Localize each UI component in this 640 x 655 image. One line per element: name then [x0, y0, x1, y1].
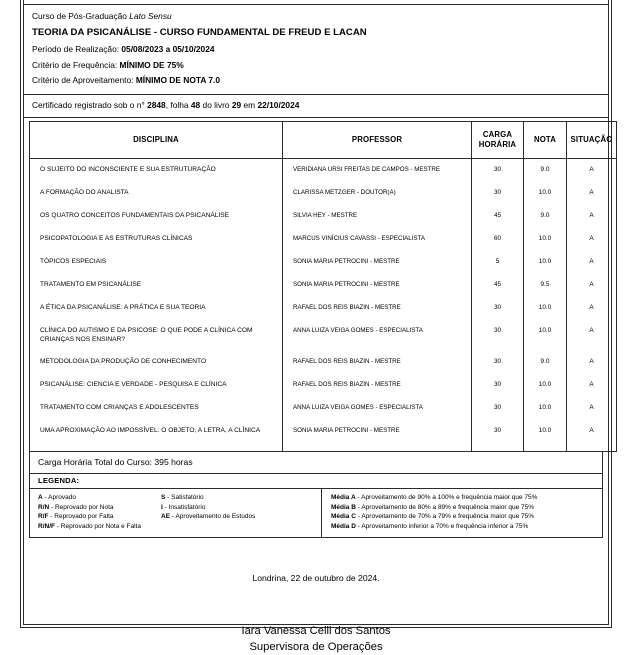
professor-cell: SONIA MARIA PETROCINI - MESTRE — [293, 427, 400, 435]
discipline-cell: TRATAMENTO EM PSICANÁLISE — [40, 281, 142, 289]
registration-sheet: 48 — [190, 99, 201, 110]
workload-cell: 60 — [493, 235, 502, 243]
legend-text: - Satisfatório — [165, 494, 204, 502]
legend-left-row — [38, 503, 313, 513]
workload-cell: 30 — [493, 358, 502, 366]
course-type-prefix: Curso de Pós-Graduação — [32, 11, 130, 21]
workload-cell: 30 — [493, 327, 502, 335]
legend-entry — [161, 493, 204, 503]
professor-cell: ANNA LUIZA VEIGA GOMES - ESPECIALISTA — [293, 327, 423, 335]
workload-cell: 45 — [493, 281, 502, 289]
discipline-column-cell — [30, 158, 283, 451]
discipline-cell: METODOLOGIA DA PRODUÇÃO DE CONHECIMENTO — [40, 358, 207, 366]
legend-entry — [38, 493, 161, 503]
discipline-cell: OS QUATRO CONCEITOS FUNDAMENTAIS DA PSICANÁLISE — [40, 212, 230, 220]
workload-cell: 30 — [493, 304, 502, 312]
legend-key: A — [38, 494, 43, 502]
discipline-cell: TÓPICOS ESPECIAIS — [40, 258, 107, 266]
course-header-block — [24, 5, 608, 95]
period-label: Período de Realização: — [32, 44, 122, 55]
status-cell: A — [589, 358, 594, 366]
discipline-cell: A FORMAÇÃO DO ANALISTA — [40, 189, 129, 197]
legend-key: Média B — [331, 503, 356, 511]
registration-part3: do livro — [200, 99, 232, 110]
total-workload-row — [29, 452, 603, 474]
grades-table-wrapper — [24, 118, 613, 452]
grades-table — [29, 121, 617, 452]
signer-name: Iara Vanessa Celli dos Santos — [241, 624, 391, 637]
legend-key: R/F — [38, 513, 49, 521]
frequency-line — [32, 58, 600, 73]
registration-book: 29 — [231, 99, 242, 110]
grade-cell: 10.0 — [538, 304, 552, 312]
professor-cell: MARCUS VINÍCIUS CAVASSI - ESPECIALISTA — [293, 235, 426, 243]
legend-text: - Aproveitamento de 80% a 89% e frequência maior que 75% — [355, 503, 535, 511]
period-value: 05/08/2023 a 05/10/2024 — [121, 44, 215, 55]
legend-entry — [38, 503, 161, 513]
legend-left-row — [38, 493, 313, 503]
registration-part2: , folha — [165, 99, 191, 110]
col-header-professor: PROFESSOR — [283, 121, 472, 158]
legend-key: Média C — [331, 513, 356, 521]
legend-columns — [30, 489, 602, 536]
legend-right-row — [331, 512, 594, 522]
col-header-grade: NOTA — [524, 121, 567, 158]
status-cell: A — [589, 189, 594, 197]
certificate-page — [20, 0, 613, 653]
grade-cell: 9.0 — [540, 212, 550, 220]
table-header-row — [30, 121, 617, 158]
professor-cell: CLARISSA METZGER - DOUTOR(A) — [293, 189, 396, 197]
status-cell: A — [589, 381, 594, 389]
professor-column-cell — [283, 158, 472, 451]
achievement-line — [32, 73, 600, 88]
legend-left-column — [30, 489, 322, 536]
grade-cell: 10.0 — [538, 327, 552, 335]
legend-text: - Reprovado por Nota — [49, 503, 114, 511]
professor-cell: RAFAEL DOS REIS BIAZIN - MESTRE — [293, 304, 401, 312]
legend-title: LEGENDA: — [30, 474, 602, 490]
discipline-cell: UMA APROXIMAÇÃO AO IMPOSSÍVEL: O OBJETO, A LETRA, A CLÍNICA — [40, 427, 261, 435]
legend-entry — [38, 512, 161, 522]
legend-key: Média D — [331, 522, 356, 530]
legend-text: - Reprovado por Nota e Falta — [54, 522, 141, 530]
registration-part4: em — [241, 99, 258, 110]
workload-list — [477, 163, 518, 447]
col-header-workload — [472, 121, 524, 158]
legend-text: - Aproveitamento de Estudos — [170, 513, 256, 521]
status-cell: A — [589, 304, 594, 312]
legend-left-row — [38, 522, 313, 532]
discipline-cell: TRATAMENTO COM CRIANÇAS E ADOLESCENTES — [40, 404, 199, 412]
certificate-page-inner-frame — [23, 0, 613, 653]
discipline-list — [35, 163, 277, 447]
grade-cell: 10.0 — [538, 427, 552, 435]
grades-table-head — [30, 121, 617, 158]
legend-text: - Aproveitamento inferior a 70% e frequência inferior a 75% — [355, 522, 529, 530]
professor-cell: SONIA MARIA PETROCINI - MESTRE — [293, 281, 400, 289]
frequency-value: MÍNIMO DE 75% — [119, 59, 184, 70]
legend-text: - Insatisfatório — [162, 503, 206, 511]
legend-right-column — [322, 489, 602, 536]
professor-cell: SONIA MARIA PETROCINI - MESTRE — [293, 258, 400, 266]
grade-list — [529, 163, 561, 447]
grade-cell: 10.0 — [538, 404, 552, 412]
course-type-line — [32, 9, 600, 24]
status-column-cell — [567, 158, 617, 451]
legend-box — [29, 474, 603, 538]
grade-column-cell — [524, 158, 567, 451]
status-cell: A — [589, 427, 594, 435]
grade-cell: 10.0 — [538, 381, 552, 389]
signature-footer — [24, 538, 608, 655]
course-title: TEORIA DA PSICANÁLISE - CURSO FUNDAMENTAL DE FREUD E LACAN — [32, 27, 367, 39]
legend-key: Média A — [331, 494, 356, 502]
workload-cell: 30 — [493, 427, 502, 435]
col-header-workload-line2: HORÁRIA — [478, 139, 517, 149]
grade-cell: 9.5 — [540, 281, 550, 289]
legend-right-row — [331, 493, 594, 503]
legend-key: R/N — [38, 503, 50, 511]
grade-cell: 9.0 — [540, 358, 550, 366]
legend-text: - Aproveitamento de 90% a 100% e frequência maior que 75% — [355, 494, 538, 502]
registration-number: 2848 — [147, 99, 166, 110]
col-header-workload-line1: CARGA — [482, 130, 513, 140]
status-cell: A — [589, 258, 594, 266]
professor-cell: RAFAEL DOS REIS BIAZIN - MESTRE — [293, 358, 401, 366]
professor-cell: RAFAEL DOS REIS BIAZIN - MESTRE — [293, 381, 401, 389]
grade-cell: 10.0 — [538, 189, 552, 197]
legend-entry — [161, 512, 255, 522]
discipline-cell: A ÉTICA DA PSICANÁLISE: A PRÁTICA E SUA TEORIA — [40, 304, 206, 312]
status-cell: A — [589, 166, 594, 174]
legend-text: - Reprovado por Falta — [48, 513, 114, 521]
workload-cell: 30 — [493, 404, 502, 412]
discipline-cell: PSICOPATOLOGIA E AS ESTRUTURAS CLÍNICAS — [40, 235, 193, 243]
status-cell: A — [589, 404, 594, 412]
legend-key: AE — [161, 513, 171, 521]
col-header-status: SITUAÇÃO — [567, 121, 617, 158]
grades-table-body — [30, 158, 617, 451]
course-type-italic: Lato Sensu — [129, 11, 172, 21]
legend-left-row — [38, 512, 313, 522]
period-line — [32, 42, 600, 57]
achievement-label: Critério de Aproveitamento: — [32, 75, 136, 86]
workload-cell: 5 — [495, 258, 500, 266]
col-header-discipline: DISCIPLINA — [30, 121, 283, 158]
grade-cell: 10.0 — [538, 235, 552, 243]
legend-key: S — [161, 494, 166, 502]
grades-body-row — [30, 158, 617, 451]
status-list — [572, 163, 611, 447]
status-cell: A — [589, 235, 594, 243]
legend-key: I — [161, 503, 163, 511]
legend-entry — [38, 522, 161, 532]
place-and-date: Londrina, 22 de outubro de 2024. — [252, 572, 380, 583]
status-cell: A — [589, 212, 594, 220]
discipline-cell: O SUJEITO DO INCONSCIENTE E SUA ESTRUTURAÇÃO — [40, 166, 216, 174]
workload-cell: 30 — [493, 381, 502, 389]
frequency-label: Critério de Frequência: — [32, 59, 120, 70]
status-cell: A — [589, 327, 594, 335]
discipline-cell: PSICANÁLISE: CIENCIA E VERDADE - PESQUISA E CLÍNICA — [40, 381, 227, 389]
grade-cell: 9.0 — [540, 166, 550, 174]
legend-right-row — [331, 522, 594, 532]
workload-cell: 30 — [493, 166, 502, 174]
workload-column-cell — [472, 158, 524, 451]
achievement-value: MÍNIMO DE NOTA 7.0 — [135, 75, 221, 86]
signer-role: Supervisora de Operações — [249, 640, 383, 653]
legend-text: - Aprovado — [42, 494, 76, 502]
professor-list — [288, 163, 466, 447]
professor-cell: SILVIA HEY - MESTRE — [293, 212, 358, 220]
workload-cell: 45 — [493, 212, 502, 220]
professor-cell: ANNA LUIZA VEIGA GOMES - ESPECIALISTA — [293, 404, 423, 412]
grade-cell: 10.0 — [538, 258, 552, 266]
discipline-cell: CLÍNICA DO AUTISMO E DA PSICOSE: O QUE PODE A CLÍNICA COM CRIANÇAS NOS ENSINAR? — [40, 327, 253, 343]
professor-cell: VERIDIANA URSI FREITAS DE CAMPOS - MESTRE — [293, 166, 441, 174]
status-cell: A — [589, 281, 594, 289]
legend-text: - Aproveitamento de 70% a 79% e frequência maior que 75% — [355, 513, 535, 521]
registration-part1: Certificado registrado sob o n° — [32, 99, 148, 110]
registration-line — [24, 95, 608, 118]
legend-entry — [161, 503, 205, 513]
legend-right-row — [331, 503, 594, 513]
total-workload-text: Carga Horária Total do Curso: 395 horas — [38, 456, 193, 467]
legend-key: R/N/F — [38, 522, 55, 530]
registration-date: 22/10/2024 — [257, 99, 300, 110]
workload-cell: 30 — [493, 189, 502, 197]
